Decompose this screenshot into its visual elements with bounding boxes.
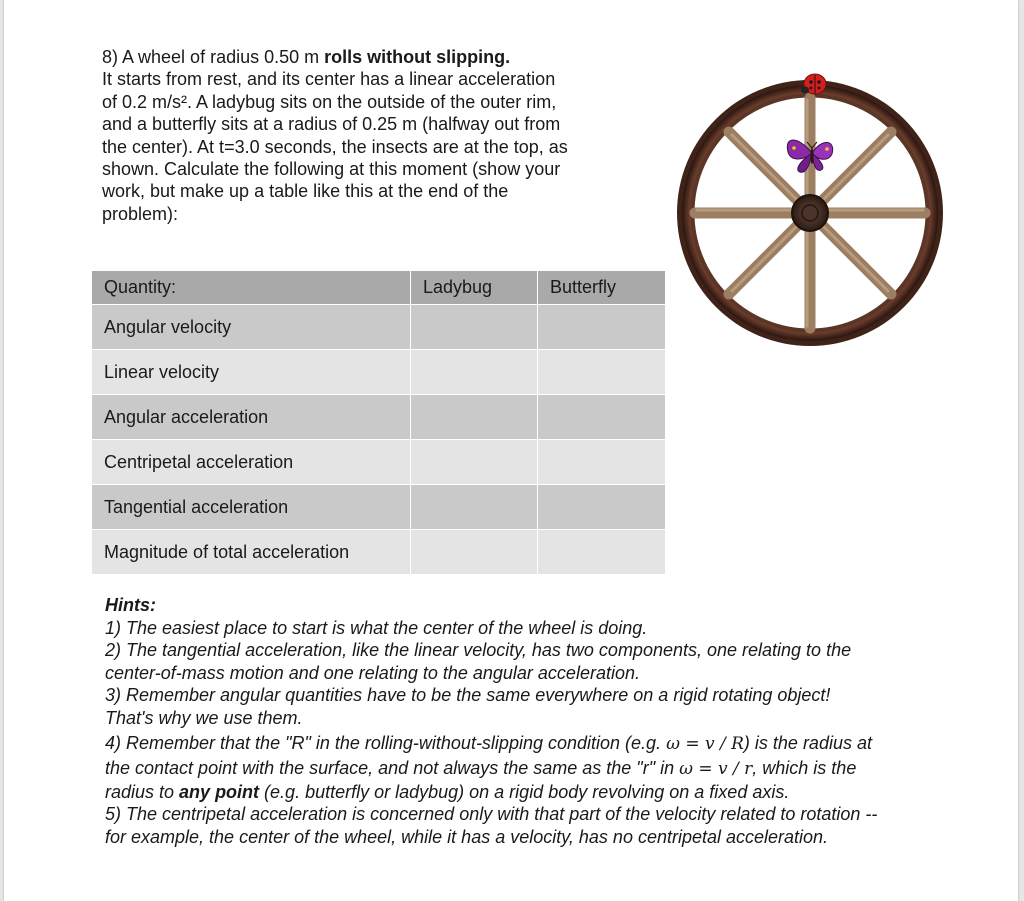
hint-line: center-of-mass motion and one relating to the angular acceleration.: [105, 662, 640, 683]
butterfly-body: [810, 148, 813, 164]
header-quantity: Quantity:: [92, 271, 411, 305]
ladybug-spot: [817, 80, 821, 84]
table-row: [92, 395, 666, 440]
hint-line: 1) The easiest place to start is what the center of the wheel is doing.: [105, 617, 648, 638]
row-label: Linear velocity: [92, 350, 411, 395]
ladybug-cell: [411, 485, 538, 530]
hint-line: 2) The tangential acceleration, like the linear velocity, has two components, one relating to the: [105, 640, 852, 661]
problem-text: 8) A wheel of radius 0.50 m: [102, 47, 325, 67]
butterfly-cell: [538, 395, 666, 440]
table-row: [92, 530, 666, 575]
butterfly-cell: [538, 350, 666, 395]
table-header-row: [92, 271, 666, 305]
ladybug-icon: [801, 74, 826, 94]
hint-line: [105, 732, 985, 756]
problem-line: problem):: [102, 203, 179, 224]
problem-line: It starts from rest, and its center has a linear acceleration: [102, 69, 556, 90]
problem-bold-text: rolls without slipping.: [324, 47, 511, 67]
problem-statement: [102, 46, 662, 225]
problem-line: and a butterfly sits at a radius of 0.25 m (halfway out from: [102, 114, 561, 135]
table-row: [92, 485, 666, 530]
butterfly-cell: [538, 485, 666, 530]
hint-text: 4) Remember that the "R" in the rolling-without-slipping condition (e.g.: [105, 732, 667, 753]
hub-center: [802, 205, 818, 221]
butterfly-wing-spot: [825, 147, 829, 151]
butterfly-cell: [538, 440, 666, 485]
ladybug-spot: [810, 87, 813, 90]
hint-text: the contact point with the surface, and not always the same as the "r" in: [105, 758, 680, 779]
hint-text: (e.g. butterfly or ladybug) on a rigid body revolving on a fixed axis.: [259, 781, 790, 802]
hint-line: [105, 757, 985, 781]
hint-text: radius to: [105, 781, 180, 802]
row-label: Angular acceleration: [92, 395, 411, 440]
butterfly-cell: [538, 530, 666, 575]
hint-line: That's why we use them.: [105, 707, 303, 728]
ladybug-cell: [411, 530, 538, 575]
table-row: [92, 440, 666, 485]
table-row: [92, 305, 666, 350]
row-label: Centripetal acceleration: [92, 440, 411, 485]
ladybug-spot: [818, 87, 821, 90]
row-label: Tangential acceleration: [92, 485, 411, 530]
quantity-table: [91, 270, 666, 575]
hint-text: ) is the radius at: [743, 732, 872, 753]
document-page: [4, 0, 1018, 901]
row-label: Angular velocity: [92, 305, 411, 350]
ladybug-spot: [809, 80, 813, 84]
hint-bold-text: any point: [179, 781, 260, 802]
problem-line: work, but make up a table like this at the end of the: [102, 181, 509, 202]
problem-line: [102, 46, 662, 68]
ladybug-cell: [411, 395, 538, 440]
table-row: [92, 350, 666, 395]
hint-text: , which is the: [752, 758, 857, 779]
wheel-drawing: [677, 80, 943, 346]
hint-line: 5) The centripetal acceleration is concerned only with that part of the velocity related to rotation --: [105, 804, 878, 825]
hint-line: for example, the center of the wheel, while it has a velocity, has no centripetal acceleration.: [105, 826, 829, 847]
hint-line: 3) Remember angular quantities have to be the same everywhere on a rigid rotating object!: [105, 685, 831, 706]
header-ladybug: Ladybug: [411, 271, 538, 305]
butterfly-cell: [538, 305, 666, 350]
problem-line: of 0.2 m/s². A ladybug sits on the outside of the outer rim,: [102, 91, 557, 112]
problem-line: shown. Calculate the following at this moment (show your: [102, 159, 561, 180]
wheel-figure: [676, 72, 946, 352]
wheel-svg: [676, 72, 946, 352]
ladybug-cell: [411, 305, 538, 350]
omega-equation-r: ω = v / r: [679, 759, 753, 780]
row-label: Magnitude of total acceleration: [92, 530, 411, 575]
butterfly-wing-spot: [792, 146, 796, 150]
omega-equation-R: ω = v / R: [666, 733, 744, 754]
hint-line: [105, 781, 985, 804]
ladybug-head: [801, 87, 809, 94]
header-butterfly: Butterfly: [538, 271, 666, 305]
ladybug-cell: [411, 440, 538, 485]
hints-title: Hints:: [105, 595, 156, 615]
hints-section: [105, 594, 985, 849]
problem-line: the center). At t=3.0 seconds, the insects are at the top, as: [102, 136, 568, 157]
ladybug-cell: [411, 350, 538, 395]
